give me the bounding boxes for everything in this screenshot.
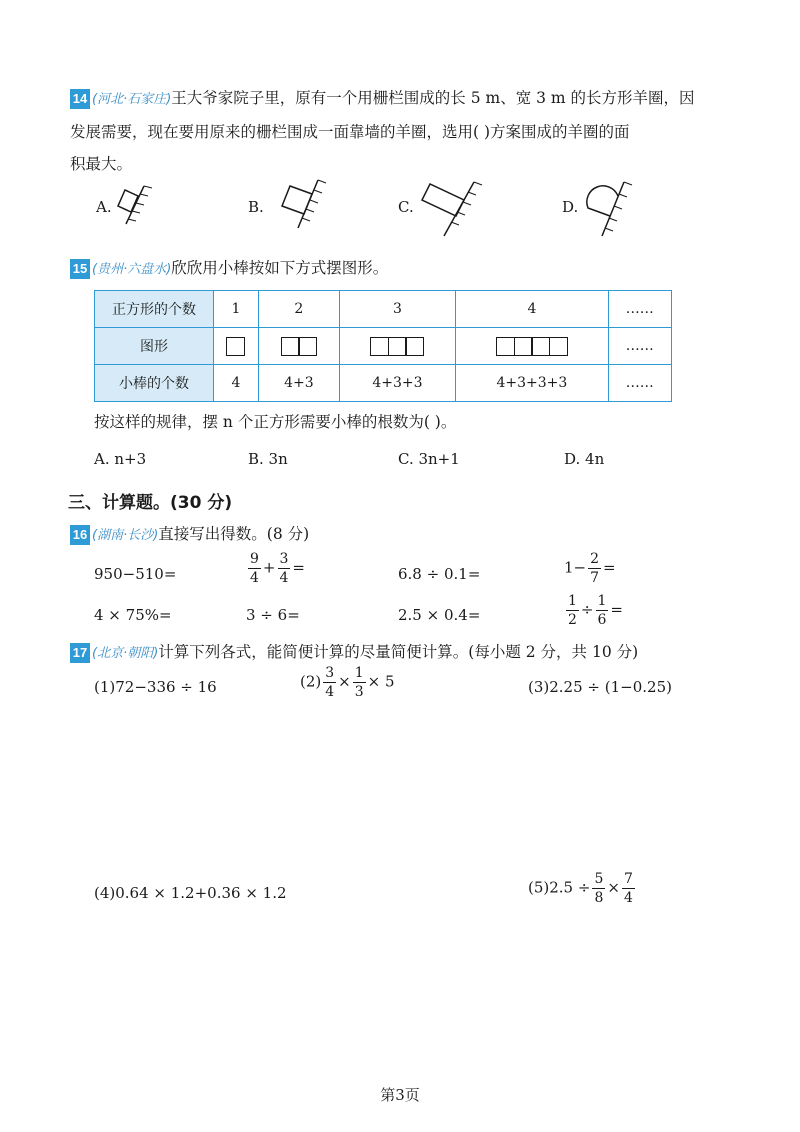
fraction: $\frac{1}{6}$: [597, 593, 607, 628]
q14-text-line1: 王大爷家院子里，原有一个用栅栏围成的长 5 m、宽 3 m 的长方形羊圈，因: [171, 89, 695, 107]
question-source: (河北·石家庄): [92, 92, 172, 107]
fraction: $\frac{9}{4}$: [250, 551, 259, 586]
fraction: $\frac{3}{4}$: [325, 665, 335, 700]
shape-cell: [258, 328, 339, 365]
sticks-cell: 4+3+3+3: [456, 365, 608, 402]
square-icon: [514, 337, 533, 356]
q15-option-d: D. 4n: [564, 450, 605, 468]
question-number-badge: 17: [70, 643, 90, 663]
option-a-diagram: [114, 182, 166, 226]
row-header-count: 正方形的个数: [95, 291, 214, 328]
page-number: 第3页: [380, 1086, 420, 1104]
square-icon: [405, 337, 424, 356]
shape-cell: [339, 328, 456, 365]
row-header-shape: 图形: [95, 328, 214, 365]
calc-item-fraction-div: $\frac{1}{2}$ ÷ $\frac{1}{6}$ =: [568, 593, 623, 628]
count-cell: 3: [339, 291, 456, 328]
calc-problem-2: (2) $\frac{3}{4}$ × $\frac{1}{3}$ × 5: [300, 665, 395, 700]
q15-option-b: B. 3n: [248, 450, 288, 468]
q15-option-c: C. 3n+1: [398, 450, 460, 468]
option-c-label: C.: [398, 198, 414, 216]
section-title: 三、计算题。(30 分): [68, 493, 233, 513]
calc-item-fraction-diff: 1− $\frac{2}{7}$ =: [564, 551, 616, 586]
option-d-diagram: [580, 178, 640, 240]
question-source: (贵州·六盘水): [92, 262, 172, 277]
square-icon: [298, 337, 317, 356]
question-16: [70, 518, 309, 552]
option-a-label: A.: [96, 198, 112, 216]
question-source: (北京·朝阳): [92, 646, 159, 661]
shape-cell: [214, 328, 259, 365]
square-icon: [281, 337, 300, 356]
square-icon: [549, 337, 568, 356]
fraction: $\frac{2}{7}$: [590, 551, 600, 586]
sticks-cell: 4+3+3: [339, 365, 456, 402]
q14-text-line2: 发展需要，现在要用原来的栅栏围成一面靠墙的羊圈，选用( )方案围成的羊圈的面: [70, 123, 630, 141]
calc-item: 2.5 × 0.4=: [398, 606, 481, 624]
fraction: $\frac{5}{8}$: [594, 871, 604, 906]
count-cell: 4: [456, 291, 608, 328]
fraction: $\frac{1}{3}$: [354, 665, 364, 700]
fraction: $\frac{1}{2}$: [568, 593, 577, 628]
question-15: [70, 252, 388, 286]
sticks-cell: ……: [608, 365, 671, 402]
question-number-badge: 15: [70, 259, 90, 279]
calc-problem-1: (1)72−336 ÷ 16: [94, 678, 217, 696]
option-d-label: D.: [562, 198, 579, 216]
q15-option-a: A. n+3: [94, 450, 147, 468]
calc-item: 950−510=: [94, 565, 177, 583]
table-row: [95, 365, 672, 402]
calc-item: 6.8 ÷ 0.1=: [398, 565, 481, 583]
square-icon: [531, 337, 550, 356]
square-icon: [370, 337, 389, 356]
question-14: [70, 82, 750, 180]
count-cell: ……: [608, 291, 671, 328]
shape-cell: ……: [608, 328, 671, 365]
pattern-table: [94, 290, 672, 402]
row-header-sticks: 小棒的个数: [95, 365, 214, 402]
q15-question: 按这样的规律，摆 n 个正方形需要小棒的根数为( )。: [94, 413, 457, 431]
calc-problem-3: (3)2.25 ÷ (1−0.25): [528, 678, 672, 696]
table-row: [95, 328, 672, 365]
q14-line1: [70, 82, 750, 116]
calc-item-fraction-sum: $\frac{9}{4}$ + $\frac{3}{4}$ =: [250, 551, 305, 586]
sticks-cell: 4+3: [258, 365, 339, 402]
question-number-badge: 14: [70, 89, 90, 109]
count-cell: 1: [214, 291, 259, 328]
q14-text-line3: 积最大。: [70, 155, 133, 173]
calc-problem-4: (4)0.64 × 1.2+0.36 × 1.2: [94, 884, 287, 902]
question-number-badge: 16: [70, 525, 90, 545]
option-c-diagram: [416, 178, 484, 240]
square-icon: [496, 337, 515, 356]
question-source: (湖南·长沙): [92, 528, 159, 543]
calc-item: 3 ÷ 6=: [246, 606, 300, 624]
table-row: [95, 291, 672, 328]
option-b-label: B.: [248, 198, 264, 216]
sticks-cell: 4: [214, 365, 259, 402]
q17-text: 计算下列各式，能简便计算的尽量简便计算。(每小题 2 分，共 10 分): [158, 643, 639, 661]
q16-text: 直接写出得数。(8 分): [158, 525, 310, 543]
square-icon: [388, 337, 407, 356]
calc-item: 4 × 75%=: [94, 606, 172, 624]
fraction: $\frac{3}{4}$: [279, 551, 289, 586]
count-cell: 2: [258, 291, 339, 328]
shape-cell: [456, 328, 608, 365]
q15-text: 欣欣用小棒按如下方式摆图形。: [171, 259, 389, 277]
option-b-diagram: [268, 176, 336, 232]
square-icon: [226, 337, 245, 356]
fraction: $\frac{7}{4}$: [623, 871, 633, 906]
calc-problem-5: (5)2.5 ÷ $\frac{5}{8}$ × $\frac{7}{4}$: [528, 871, 633, 906]
